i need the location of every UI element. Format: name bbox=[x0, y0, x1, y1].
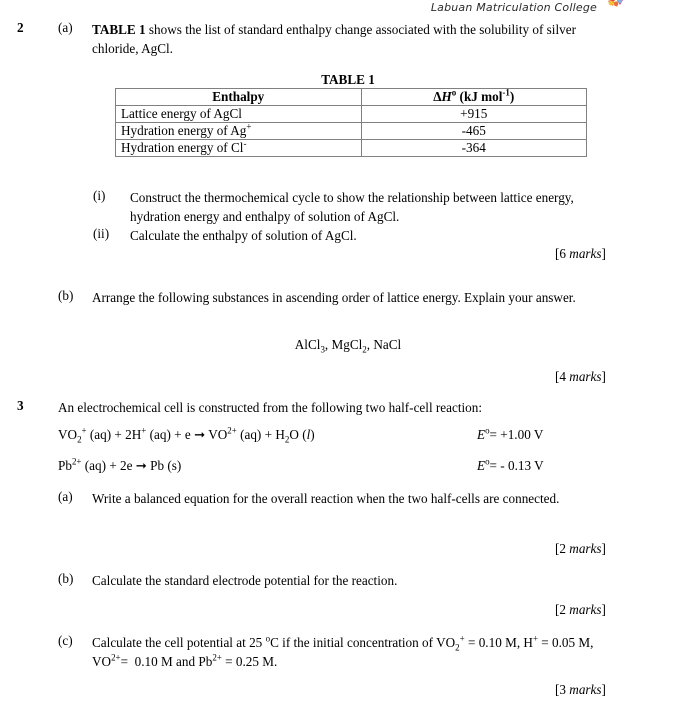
cell-enthalpy-hydration-cl: Hydration energy of Cl- bbox=[116, 140, 362, 157]
question-2a-ii-text: Calculate the enthalpy of solution of AgCl. bbox=[130, 228, 357, 243]
cell-enthalpy-lattice: Lattice energy of AgCl bbox=[116, 106, 362, 123]
marks-3b: [2 marks] bbox=[555, 602, 606, 617]
question-2a-text bbox=[92, 20, 622, 58]
marks-3c: [3 marks] bbox=[555, 682, 606, 697]
question-2a-i-text: Construct the thermochemical cycle to show the relationship between lattice energy, hydration energy and enthalpy of solution of AgCl. bbox=[130, 190, 574, 224]
enthalpy-table bbox=[115, 88, 587, 157]
question-2a-label: (a) bbox=[58, 20, 73, 35]
marks-2b: [4 marks] bbox=[555, 369, 606, 384]
column-header-delta-h: $\Delta H^o$ (kJ mol$^{-1}$) bbox=[361, 89, 586, 106]
marks-count: 4 bbox=[559, 369, 566, 384]
question-2a-i-label: (i) bbox=[93, 188, 106, 203]
institution-name: Labuan Matriculation College bbox=[430, 1, 597, 14]
marks-word: marks bbox=[569, 602, 602, 617]
marks-3a: [2 marks] bbox=[555, 541, 606, 556]
question-2a-body: shows the list of standard enthalpy change associated with the solubility of silver chloride, AgCl. bbox=[92, 22, 576, 56]
question-3a-text: Write a balanced equation for the overall reaction when the two half-cells are connected. bbox=[92, 491, 560, 506]
question-2b-substances: AlCl$_3$, MgCl$_2$, NaCl bbox=[294, 337, 402, 355]
question-3-stem: An electrochemical cell is constructed from the following two half-cell reaction: bbox=[58, 400, 483, 415]
half-cell-equation-1: $VO_2^+$ (aq) + 2H+ (aq) + e ➞ $VO^{2+}$ $(aq) + H_2O$ (l) bbox=[58, 425, 315, 445]
question-2b-label: (b) bbox=[58, 288, 74, 303]
marks-word: marks bbox=[569, 682, 602, 697]
cell-value-lattice: +915 bbox=[361, 106, 586, 123]
table-row bbox=[116, 140, 587, 157]
table-header-row bbox=[116, 89, 587, 106]
marks-word: marks bbox=[569, 541, 602, 556]
marks-count: 6 bbox=[559, 246, 566, 261]
question-3a-label: (a) bbox=[58, 489, 73, 504]
question-2-number: 2 bbox=[17, 20, 24, 35]
marks-2a: [6 marks] bbox=[555, 246, 606, 261]
cell-enthalpy-hydration-ag: Hydration energy of Ag+ bbox=[116, 123, 362, 140]
question-3c-label: (c) bbox=[58, 633, 73, 648]
standard-potential-2: $E^o= - 0.13$ V bbox=[477, 456, 544, 473]
question-2a-ii-label: (ii) bbox=[93, 226, 110, 241]
table-row bbox=[116, 123, 587, 140]
marks-count: 3 bbox=[559, 682, 566, 697]
potential-value-1: +1.00 V bbox=[500, 427, 544, 442]
question-3c-text: Calculate the cell potential at 25 $^o$C if the initial concentration of $VO_2^+ = 0.10$ M, H+ = 0.05 M, $VO^{2+}= 0.10$ M and $Pb^{2+} = 0.25$ M. bbox=[92, 633, 594, 669]
cell-value-hydration-cl: -364 bbox=[361, 140, 586, 157]
table-1-caption: TABLE 1 bbox=[321, 72, 375, 87]
marks-count: 2 bbox=[559, 602, 566, 617]
marks-count: 2 bbox=[559, 541, 566, 556]
question-3-number: 3 bbox=[17, 398, 24, 413]
marks-word: marks bbox=[569, 369, 602, 384]
college-logo-icon bbox=[600, 0, 630, 16]
question-3b-label: (b) bbox=[58, 571, 74, 586]
table-reference: TABLE 1 bbox=[92, 22, 146, 37]
half-cell-equation-2: $Pb^{2+}$ (aq) + 2e ➞ Pb (s) bbox=[58, 456, 182, 474]
column-header-enthalpy: Enthalpy bbox=[116, 89, 362, 106]
question-3b-text: Calculate the standard electrode potential for the reaction. bbox=[92, 573, 398, 588]
table-row bbox=[116, 106, 587, 123]
question-2b-text: Arrange the following substances in ascending order of lattice energy. Explain your answer. bbox=[92, 290, 576, 305]
cell-value-hydration-ag: -465 bbox=[361, 123, 586, 140]
marks-word: marks bbox=[569, 246, 602, 261]
potential-value-2: - 0.13 V bbox=[500, 458, 544, 473]
standard-potential-1: $E^o= +1.00$ V bbox=[477, 425, 544, 442]
page-header bbox=[0, 0, 696, 20]
